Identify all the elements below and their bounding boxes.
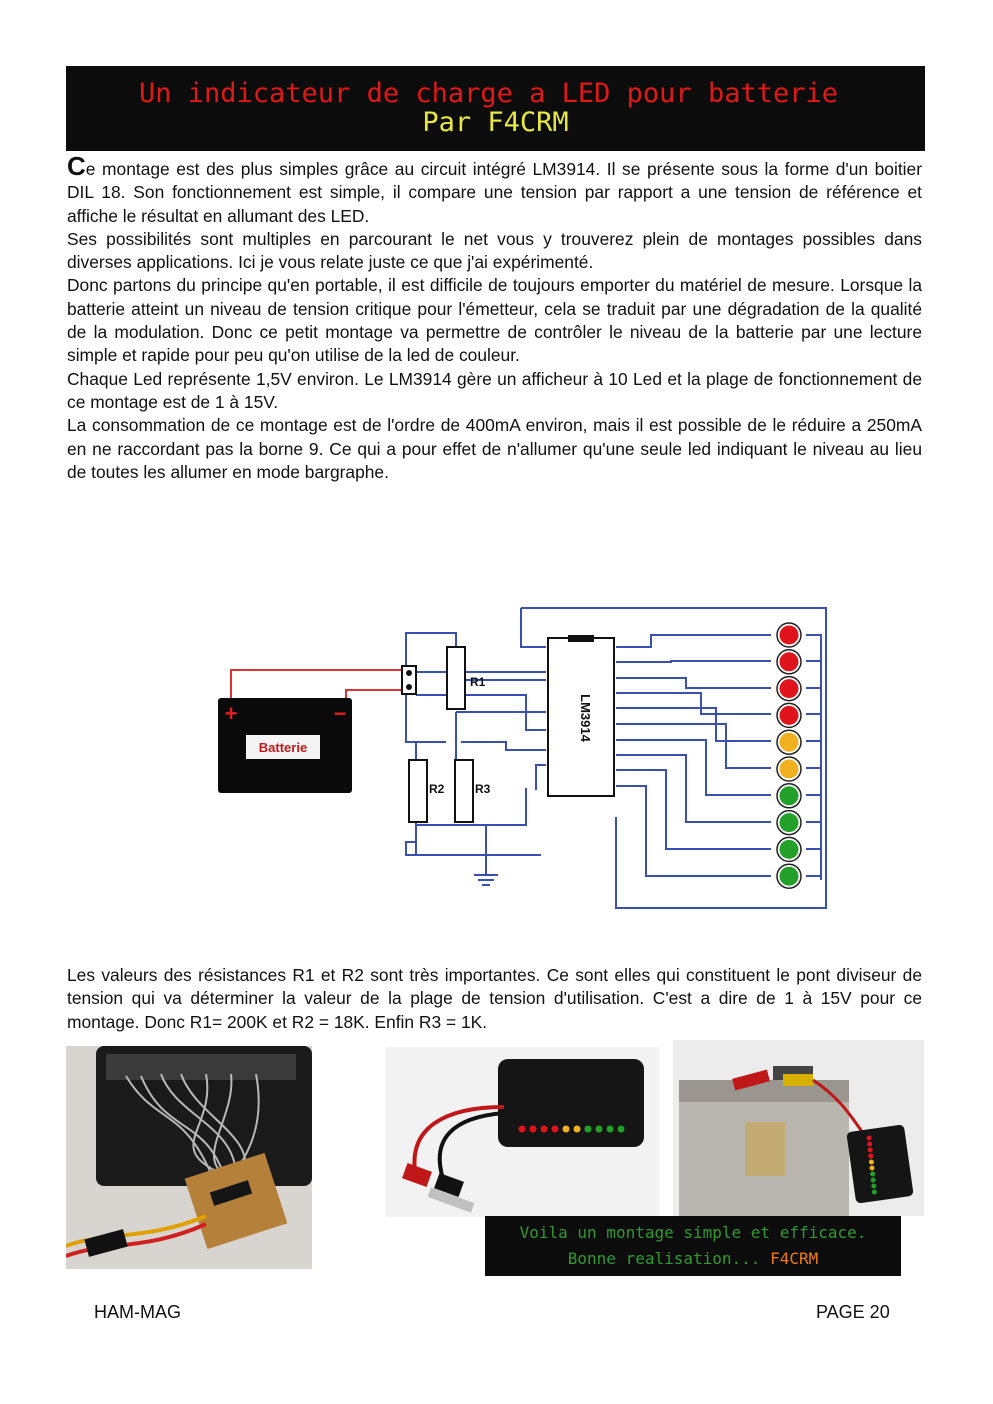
photo-led: [607, 1126, 614, 1133]
resistor-r2: [409, 760, 445, 822]
photo-led: [872, 1190, 877, 1195]
paragraph-4: Chaque Led représente 1,5V environ. Le LM3914 gère un afficheur à 10 Led et la plage de fonctionnement de ce montage est de 1 à 15V.: [67, 368, 922, 412]
photo-led: [871, 1178, 876, 1183]
photo-led: [563, 1126, 570, 1133]
photo-led: [869, 1160, 874, 1165]
battery-symbol: [218, 698, 352, 793]
ic-lm3914: [548, 635, 614, 796]
led: [780, 813, 799, 832]
circuit-schematic: [206, 590, 836, 920]
photo-led: [530, 1126, 537, 1133]
led: [780, 733, 799, 752]
photo-led-box: [386, 1047, 659, 1217]
page-title: Un indicateur de charge a LED pour batterie: [139, 78, 838, 109]
r1-label: R1: [470, 675, 486, 689]
photo-led: [868, 1148, 873, 1153]
led: [780, 840, 799, 859]
photo-led: [868, 1154, 873, 1159]
closing-caption: [485, 1216, 901, 1276]
caption-author: F4CRM: [770, 1249, 819, 1268]
photo-led: [541, 1126, 548, 1133]
resistor-values-text: Les valeurs des résistances R1 et R2 sont très importantes. Ce sont elles qui constituent le pont diviseur de tension qui va déterminer la valeur de la plage de tension d'utilisation. C'est a dire de 1 à 15V pour ce montage. Donc R1= 200K et R2 = 18K. Enfin R3 = 1K.: [67, 965, 922, 1032]
photo-led: [574, 1126, 581, 1133]
footer-magazine-name: HAM-MAG: [94, 1302, 181, 1322]
photo-circuit-board: [66, 1046, 312, 1269]
photo-led: [585, 1126, 592, 1133]
caption-line-1: Voila un montage simple et efficace.: [519, 1223, 867, 1242]
photo-led: [552, 1126, 559, 1133]
battery-label: Batterie: [258, 740, 308, 755]
led: [780, 652, 799, 671]
led: [780, 760, 799, 779]
paragraph-1: [67, 151, 922, 228]
paragraph-2: Ses possibilités sont multiples en parcourant le net vous y trouverez plein de montages possibles dans diverses applications. Ici je vous relate juste ce que j'ai expérimenté.: [67, 228, 922, 273]
led: [780, 867, 799, 886]
led: [780, 786, 799, 805]
resistor-r1: [447, 647, 486, 709]
article-body: [67, 151, 922, 484]
photo-led: [519, 1126, 526, 1133]
ic-label: LM3914: [578, 694, 593, 742]
r2-label: R2: [429, 782, 445, 796]
photo-led: [618, 1126, 625, 1133]
paragraph-3: Donc partons du principe qu'en portable, il est difficile de toujours emporter du matériel de mesure. Lorsque la batterie atteint un niveau de tension critique pour l'émetteur, cela se traduit par une dégradation de la qualité de la modulation. Donc ce petit montage va permettre de contrôler le niveau de la batterie par une lecture simple et rapide pour peu qu'on utilise de la led de couleur.: [67, 275, 922, 366]
photo-battery-indicator: [673, 1040, 924, 1216]
battery-plus-sign: +: [224, 701, 238, 726]
led-bargraph: [777, 623, 801, 888]
paragraph-5: La consommation de ce montage est de l'ordre de 400mA environ, mais il est possible de le réduire a 250mA en ne raccordant pas la borne 9. Ce qui a pour effet de n'allumer qu'une seule led indiquant le niveau au lieu de toutes les allumer en mode bargraphe.: [67, 415, 922, 482]
battery-minus-sign: −: [333, 701, 347, 726]
author-byline: Par F4CRM: [422, 107, 569, 138]
photo-led: [867, 1142, 872, 1147]
paragraph-1-text: e montage est des plus simples grâce au circuit intégré LM3914. Il se présente sous la forme d'un boitier DIL 18. Son fonctionnement est simple, il compare une tension par rapport a une tension de référence et affiche le résultat en allumant des LED.: [67, 159, 922, 226]
r3-label: R3: [475, 782, 491, 796]
photo-led: [867, 1136, 872, 1141]
led: [780, 706, 799, 725]
photo-led: [870, 1166, 875, 1171]
footer-page-number: PAGE 20: [816, 1302, 890, 1322]
resistor-r3: [455, 760, 491, 822]
caption-line-2: Bonne realisation...: [567, 1249, 761, 1268]
photo-led: [870, 1172, 875, 1177]
led: [780, 679, 799, 698]
led: [780, 626, 799, 645]
title-banner: [66, 66, 925, 151]
drop-cap: C: [67, 151, 86, 181]
photo-led: [871, 1184, 876, 1189]
photo-led: [596, 1126, 603, 1133]
